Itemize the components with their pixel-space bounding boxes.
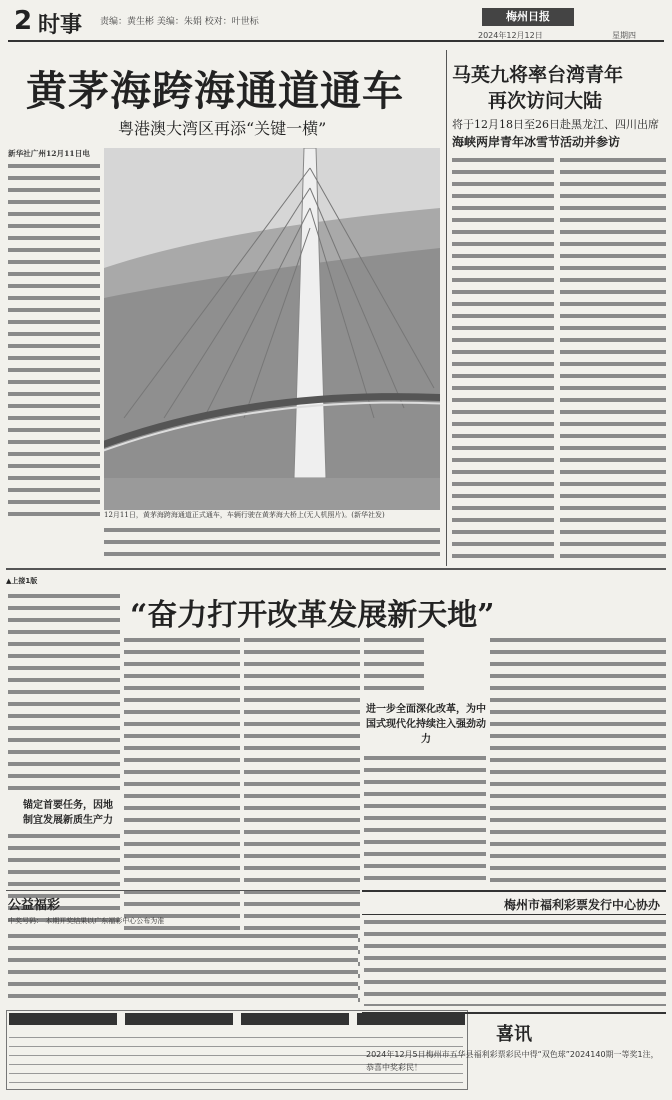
story1-column-1 [8, 148, 100, 520]
ma-story-subhead-1: 将于12月18日至26日赴黑龙江、四川出席 [452, 118, 659, 131]
issue-date: 2024年12月12日 [478, 31, 543, 40]
reform-headline: “奋力打开改革发展新天地” [130, 598, 495, 633]
reform-subhead-1: 进一步全面深化改革，为中国式现代化持续注入强劲动力 [366, 704, 486, 745]
xixun-text: 2024年12月5日梅州市五华县福利彩票彩民中得“双色球”2024140期一等奖1注，恭喜中奖彩民！ [366, 1050, 659, 1072]
photo-caption: 12月11日，黄茅海跨海通道正式通车，车辆行驶在黄茅海大桥上(无人机照片)。(新华社发) [104, 511, 385, 519]
xixun-title: 喜讯 [496, 1024, 532, 1045]
ma-story-column-2 [560, 154, 666, 562]
reform-column-4b [364, 752, 486, 886]
xixun-box [362, 1012, 666, 1094]
reform-column-1 [8, 590, 120, 790]
page-number: 2 [14, 6, 33, 36]
story1-lower-text [104, 524, 440, 560]
reform-subhead-2: 锚定首要任务，因地制宜发展新质生产力 [23, 800, 113, 826]
lottery-note: 中奖号码： 本期开奖结果以广东福彩中心公布为准 [8, 917, 165, 925]
lottery-table-head-2 [125, 1013, 233, 1025]
editors-line: 责编：黄生彬 美编：朱娟 校对：叶世标 [100, 17, 259, 27]
sponsor-banner [362, 890, 666, 915]
lottery-table-head-3 [241, 1013, 349, 1025]
sponsor-text: 梅州市福利彩票发行中心协办 [503, 898, 660, 912]
lottery-title: 公益福彩 [8, 898, 61, 913]
reform-column-4a [364, 634, 424, 696]
bridge-photo [104, 148, 440, 510]
lottery-table-head-1 [9, 1013, 117, 1025]
ma-story-headline-1: 马英九将率台湾青年 [452, 64, 624, 86]
lottery-rules-text [364, 916, 666, 1006]
lottery-top-rule [6, 890, 360, 891]
reform-column-5 [490, 634, 666, 886]
section-name: 时事 [38, 13, 83, 38]
main-subheadline: 粤港澳大湾区再添“关键一横” [118, 119, 327, 138]
continued-tag: ▲上接1版 [6, 577, 38, 585]
newspaper-logo: 梅州日报 [482, 8, 574, 26]
page-header [8, 6, 664, 42]
section-divider [6, 568, 666, 570]
lottery-results-text [8, 930, 358, 1006]
ma-story-headline-2: 再次访问大陆 [488, 90, 603, 112]
story1-dateline: 新华社广州12月11日电 [8, 149, 90, 158]
column-rule [446, 50, 447, 566]
ma-story-subhead-2: 海峡两岸青年冰雪节活动并参访 [452, 135, 621, 149]
issue-weekday: 星期四 [612, 31, 636, 40]
ma-story-column-1 [452, 154, 554, 562]
main-headline: 黄茅海跨海通道通车 [26, 67, 404, 115]
